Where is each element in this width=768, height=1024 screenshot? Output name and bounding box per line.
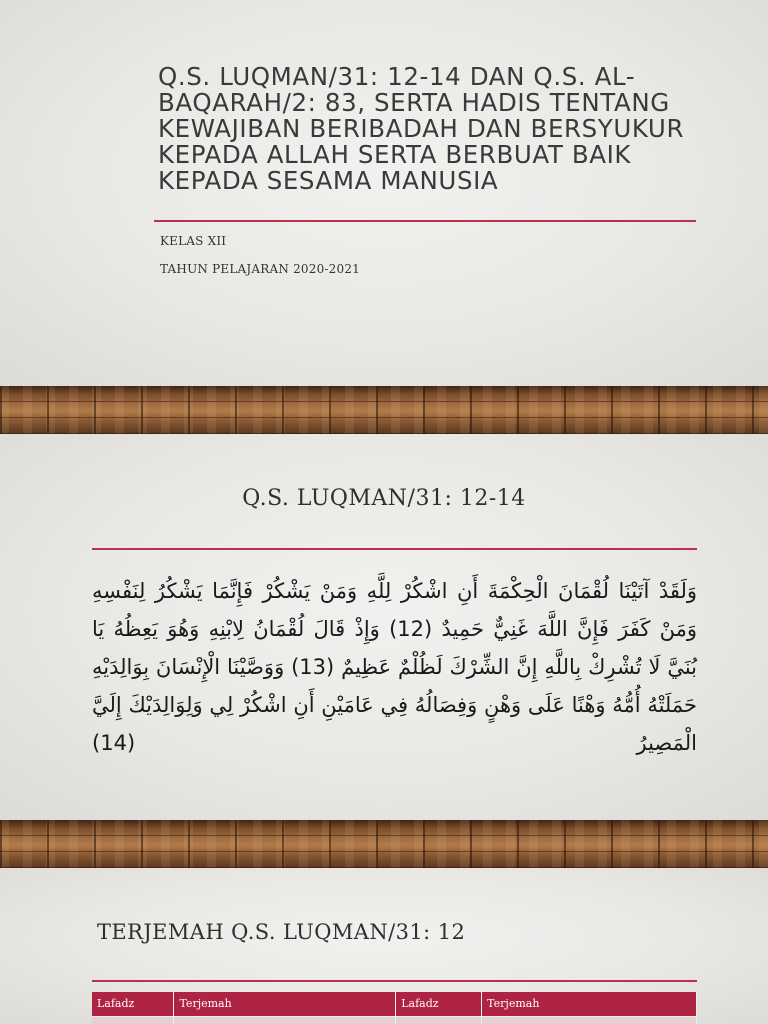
academic-year-label: TAHUN PELAJARAN 2020-2021 <box>160 262 360 276</box>
verse-divider <box>92 548 697 550</box>
table-row <box>92 1016 697 1024</box>
header-terjemah: Terjemah <box>174 992 396 1016</box>
verse-slide-title: Q.S. LUQMAN/31: 12-14 <box>242 486 526 511</box>
table-cell <box>92 1016 174 1024</box>
arabic-verse-text: وَلَقَدْ آتَيْنَا لُقْمَانَ الْحِكْمَةَ أَنِ اشْكُرْ لِلَّهِ وَمَنْ يَشْكُرْ فَإِنَّمَا يَشْكُرُ لِنَفْسِهِ وَمَنْ كَفَرَ فَإِنَّ اللَّهَ غَنِيٌّ حَمِيدٌ (12) وَإِذْ قَالَ لُقْمَانُ لِابْنِهِ وَهُوَ يَعِظُهُ يَا بُنَيَّ لَا تُشْرِكْ بِاللَّهِ إِنَّ الشِّرْكَ لَظُلْمٌ عَظِيمٌ (13) وَوَصَّيْنَا الْإِنْسَانَ بِوَالِدَيْهِ حَمَلَتْهُ أُمُّهُ وَهْنًا عَلَى وَهْنٍ وَفِصَالُهُ فِي عَامَيْنِ أَنِ اشْكُرْ لِي وَلِوَالِدَيْكَ إِلَيَّ الْمَصِيرُ (14) <box>92 579 698 755</box>
table-header-row <box>92 992 697 1016</box>
slide-title <box>0 0 768 386</box>
title-divider <box>154 220 696 222</box>
class-label: KELAS XII <box>160 234 227 248</box>
translation-table <box>92 992 697 1024</box>
slide-verse <box>0 434 768 820</box>
header-lafadz: Lafadz <box>92 992 174 1016</box>
wood-floor-divider <box>0 820 768 868</box>
header-lafadz: Lafadz <box>396 992 482 1016</box>
slide-translation <box>0 868 768 1024</box>
table-cell <box>396 1016 482 1024</box>
wood-floor-divider <box>0 386 768 434</box>
translation-slide-title: TERJEMAH Q.S. LUQMAN/31: 12 <box>97 920 466 944</box>
header-terjemah: Terjemah <box>482 992 697 1016</box>
table-cell <box>174 1016 396 1024</box>
translation-divider <box>92 980 697 982</box>
slide-title-heading: Q.S. LUQMAN/31: 12-14 DAN Q.S. AL-BAQARAH/2: 83, SERTA HADIS TENTANG KEWAJIBAN BERIBADAH DAN BERSYUKUR KEPADA ALLAH SERTA BERBUAT BAIK KEPADA SESAMA MANUSIA <box>158 62 685 195</box>
table-cell <box>482 1016 697 1024</box>
